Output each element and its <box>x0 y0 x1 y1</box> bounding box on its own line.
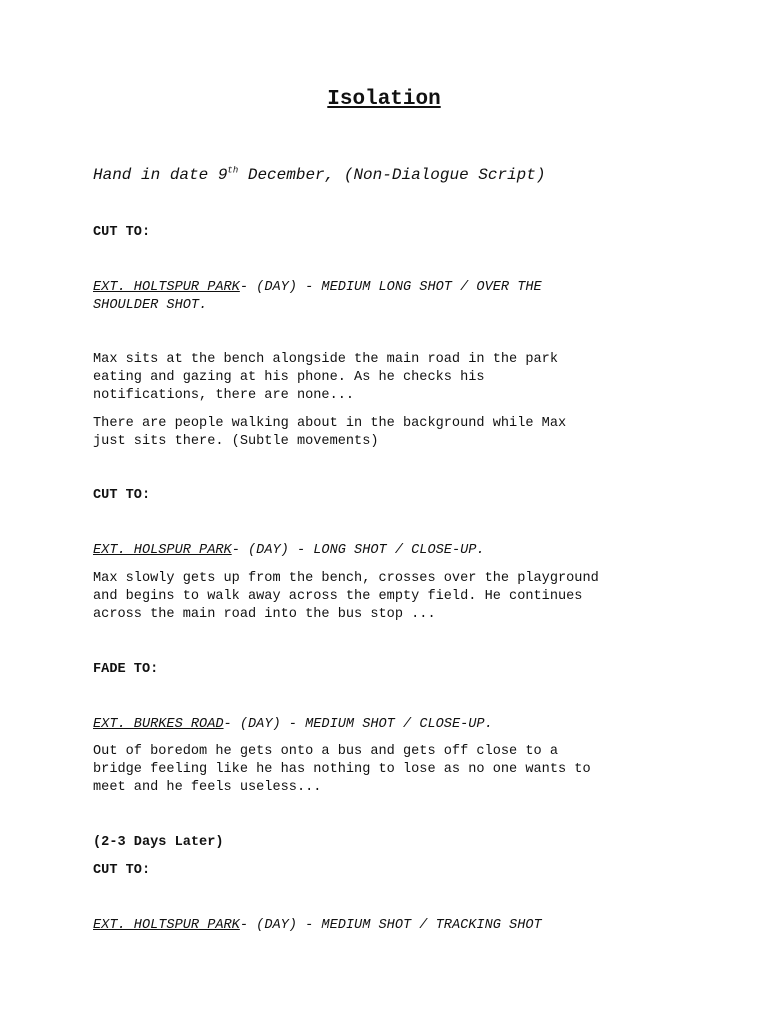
hand-in-date-suffix: December, (Non-Dialogue Script) <box>238 166 546 184</box>
scene-4-location: EXT. HOLTSPUR PARK <box>93 918 240 933</box>
transition-cut-to-3: CUT TO: <box>93 863 151 878</box>
action-line: across the main road into the bus stop ... <box>93 607 436 623</box>
scene-heading-2 <box>93 542 693 560</box>
scene-2-heading-rest: - (DAY) - LONG SHOT / CLOSE-UP. <box>231 543 485 558</box>
action-line: Max slowly gets up from the bench, crosses over the playground <box>93 571 599 586</box>
scene-1-heading-rest: - (DAY) - MEDIUM LONG SHOT / OVER THE <box>239 280 542 295</box>
action-line: Max sits at the bench alongside the main road in the park <box>93 352 558 367</box>
scene-2-action-1 <box>93 570 693 625</box>
time-jump-note: (2-3 Days Later) <box>93 835 224 850</box>
action-line: bridge feeling like he has nothing to lose as no one wants to <box>93 762 591 778</box>
transition-cut-to-1: CUT TO: <box>93 225 151 240</box>
scene-heading-3 <box>93 716 693 734</box>
action-line: and begins to walk away across the empty field. He continues <box>93 589 583 605</box>
transition-fade-to: FADE TO: <box>93 662 159 677</box>
scene-4-heading-rest: - (DAY) - MEDIUM SHOT / TRACKING SHOT <box>239 918 542 933</box>
scene-3-heading-rest: - (DAY) - MEDIUM SHOT / CLOSE-UP. <box>223 717 493 732</box>
action-line: meet and he feels useless... <box>93 780 322 796</box>
scene-3-location: EXT. BURKES ROAD <box>93 717 224 732</box>
date-ordinal: th <box>227 165 239 176</box>
hand-in-date-line <box>93 164 545 186</box>
action-line: eating and gazing at his phone. As he checks his <box>93 370 485 386</box>
scene-1-heading-rest-2: SHOULDER SHOT. <box>93 298 208 314</box>
scene-1-location: EXT. HOLTSPUR PARK <box>93 280 240 295</box>
scene-heading-1 <box>93 279 693 315</box>
scene-1-action-2 <box>93 415 693 451</box>
scene-2-location: EXT. HOLSPUR PARK <box>93 543 232 558</box>
script-title: Isolation <box>327 88 441 111</box>
scene-3-action-1 <box>93 743 693 798</box>
action-line: Out of boredom he gets onto a bus and gets off close to a <box>93 744 558 759</box>
scene-1-action-1 <box>93 351 693 406</box>
transition-cut-to-2: CUT TO: <box>93 488 151 503</box>
action-line: There are people walking about in the background while Max <box>93 416 567 431</box>
scene-heading-4 <box>93 917 693 935</box>
action-line: just sits there. (Subtle movements) <box>93 434 379 450</box>
hand-in-date-prefix: Hand in date 9 <box>93 166 228 184</box>
action-line: notifications, there are none... <box>93 388 355 404</box>
